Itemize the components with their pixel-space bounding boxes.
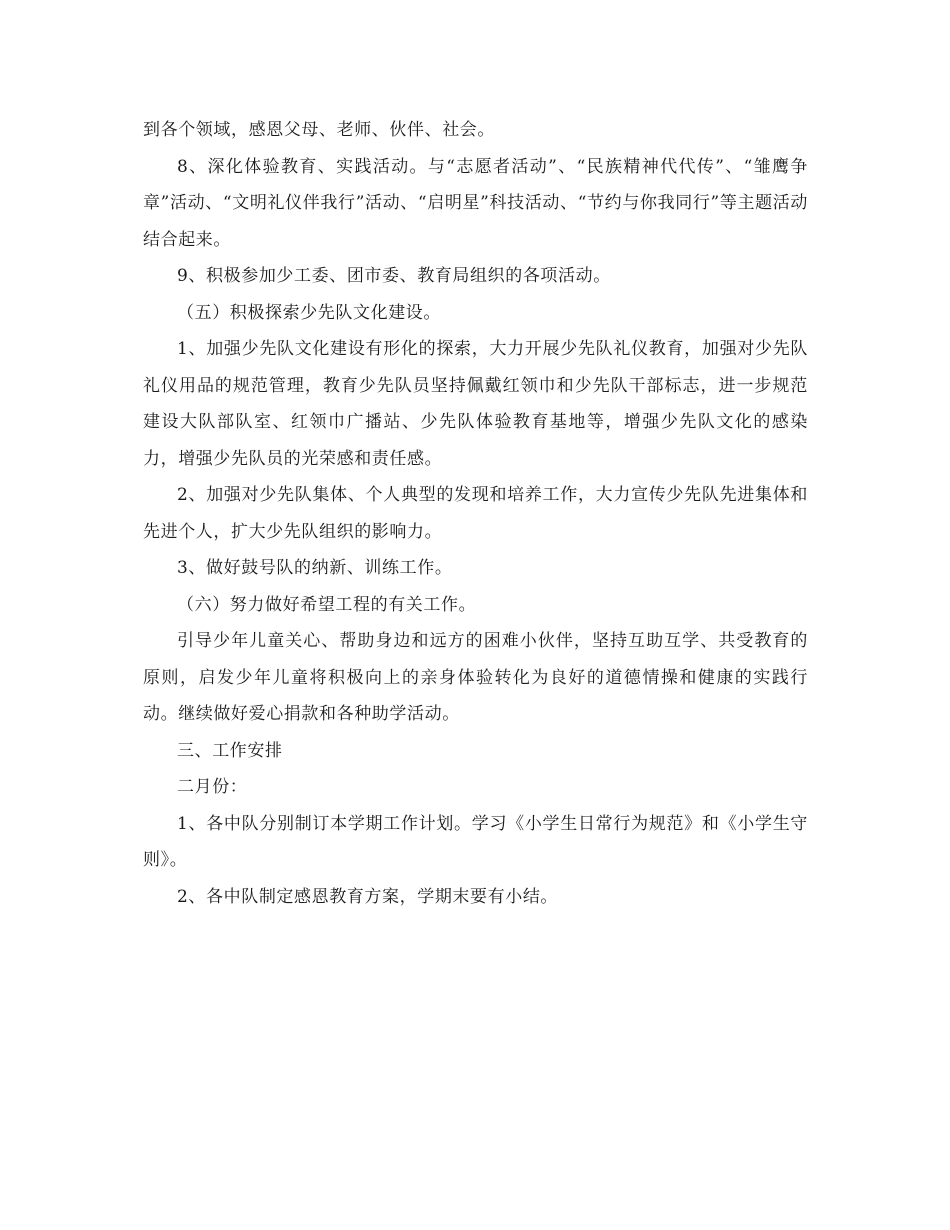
section-heading-5: （五）积极探索少先队文化建设。 [177,302,441,323]
paragraph-item-8: 8、深化体验教育、实践活动。与“志愿者活动”、“民族精神代代传”、“雏鹰争章”活动、“文明礼仪伴我行”活动、“启明星”科技活动、“节约与你我同行”等主题活动结合起来。 [143,156,808,250]
month-heading-february: 二月份： [177,777,248,797]
paragraph-continuation: 到各个领域，感恩父母、老师、伙伴、社会。 [143,120,495,140]
paragraph-item-2: 2、加强对少先队集体、个人典型的发现和培养工作，大力宣传少先队先进集体和先进个人，扩大少先队组织的影响力。 [143,485,808,542]
paragraph-item-1: 1、加强少先队文化建设有形化的探索，大力开展少先队礼仪教育，加强对少先队礼仪用品的规范管理，教育少先队员坚持佩戴红领巾和少先队干部标志，进一步规范建设大队部队室、红领巾广播站、少先队体验教育基地等，增强少先队文化的感染力，增强少先队员的光荣感和责任感。 [143,339,808,469]
february-item-2: 2、各中队制定感恩教育方案，学期末要有小结。 [177,886,559,907]
document-body [143,112,808,915]
paragraph-item-9: 9、积极参加少工委、团市委、教育局组织的各项活动。 [177,266,611,286]
section-heading-3: 三、工作安排 [177,740,283,761]
paragraph-item-3: 3、做好鼓号队的纳新、训练工作。 [177,558,453,578]
paragraph-body: 引导少年儿童关心、帮助身边和远方的困难小伙伴，坚持互助互学、共受教育的原则，启发少年儿童将积极向上的亲身体验转化为良好的道德情操和健康的实践行动。继续做好爱心捐款和各种助学活动。 [143,631,808,724]
section-heading-6: （六）努力做好希望工程的有关工作。 [177,594,477,615]
february-item-1: 1、各中队分别制订本学期工作计划。学习《小学生日常行为规范》和《小学生守则》。 [143,813,808,870]
